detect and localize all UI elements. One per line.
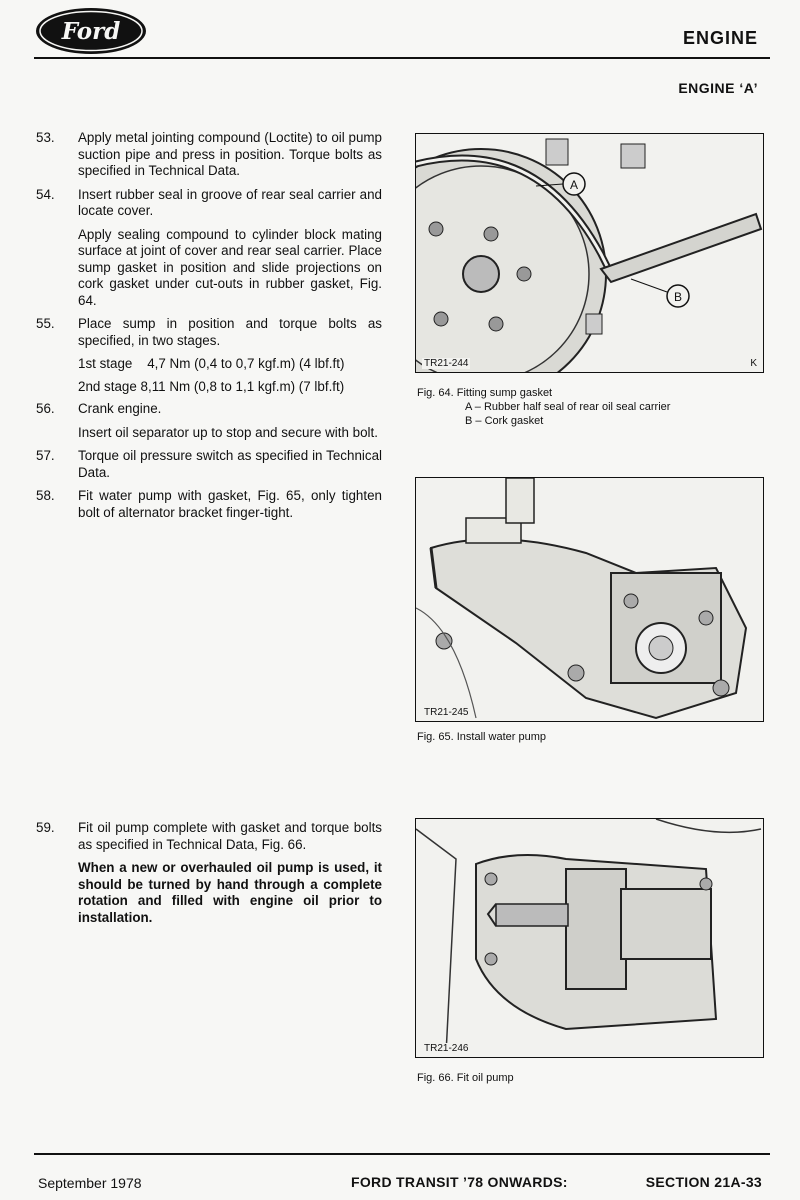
step-55 <box>36 316 382 349</box>
step-56-detail: Insert oil separator up to stop and secure with bolt. <box>78 424 378 440</box>
step-53 <box>36 130 382 180</box>
step-59 <box>36 820 382 853</box>
torque-stage-1: 1st stage 4,7 Nm (0,4 to 0,7 kgf.m) (4 lbf.ft) <box>78 356 345 371</box>
step-text: Fit water pump with gasket, Fig. 65, only tighten bolt of alternator bracket finger-tight. <box>78 488 382 520</box>
sump-gasket-illustration <box>416 134 763 372</box>
figure-code: TR21-245 <box>424 707 469 718</box>
step-56 <box>36 401 382 418</box>
step-number: 57. <box>36 448 55 463</box>
callout-a: A <box>569 178 579 192</box>
step-number: 55. <box>36 316 55 331</box>
figure-corner-mark: K <box>750 358 757 369</box>
step-text: Fit oil pump complete with gasket and torque bolts as specified in Technical Data, Fig. 66. <box>78 820 382 852</box>
step-text: Place sump in position and torque bolts as specified, in two stages. <box>78 316 382 348</box>
step-number: 56. <box>36 401 55 416</box>
logo-text: Ford <box>61 18 121 45</box>
water-pump-illustration <box>416 478 763 721</box>
step-number: 58. <box>36 488 55 503</box>
callout-b: B <box>673 290 683 304</box>
footer-rule <box>34 1153 770 1155</box>
page-title: ENGINE <box>682 28 758 48</box>
caption-title: Fig. 64. Fitting sump gasket <box>417 387 553 399</box>
step-number: 54. <box>36 186 55 202</box>
step-text: Insert rubber seal in groove of rear seal carrier and locate cover. <box>78 186 382 218</box>
procedure-steps <box>36 130 382 528</box>
header-rule <box>34 57 770 59</box>
step-text: Crank engine. <box>78 401 162 416</box>
caption-line-b: B – Cork gasket <box>465 415 544 427</box>
step-number: 59. <box>36 820 55 835</box>
step-57 <box>36 448 382 481</box>
footer-section: SECTION 21A-33 <box>645 1174 762 1190</box>
ford-logo <box>34 6 148 56</box>
figure-64-sump-gasket <box>415 133 764 373</box>
figure-66-caption: Fig. 66. Fit oil pump <box>417 1072 514 1084</box>
step-number: 53. <box>36 130 55 145</box>
oil-pump-warning: When a new or overhauled oil pump is used, it should be turned by hand through a complete rotation and filled with engine oil prior to installation. <box>78 860 382 925</box>
figure-65-water-pump <box>415 477 764 722</box>
figure-66-oil-pump <box>415 818 764 1058</box>
torque-stage-2: 2nd stage 8,11 Nm (0,8 to 1,1 kgf.m) (7 lbf.ft) <box>78 378 345 394</box>
figure-code: TR21-244 <box>424 358 469 369</box>
step-58 <box>36 488 382 521</box>
oil-pump-illustration <box>416 819 763 1057</box>
figure-64-caption <box>417 386 670 428</box>
step-text: Apply metal jointing compound (Loctite) to oil pump suction pipe and press in position. Torque bolts as specified in Technical Data. <box>78 130 382 178</box>
section-subtitle: ENGINE ‘A’ <box>678 80 758 96</box>
figure-65-caption: Fig. 65. Install water pump <box>417 731 547 743</box>
procedure-steps-lower <box>36 820 382 926</box>
step-54 <box>36 187 382 220</box>
figure-code: TR21-246 <box>424 1043 469 1054</box>
step-text: Torque oil pressure switch as specified in Technical Data. <box>78 448 382 480</box>
step-54-detail: Apply sealing compound to cylinder block mating surface at joint of cover and rear seal carrier. Place sump gasket in position and slide projections on cork gasket under cut-outs in rubber gasket, Fig. 64. <box>78 226 382 308</box>
footer-date: September 1978 <box>38 1175 142 1191</box>
caption-line-a: A – Rubber half seal of rear oil seal carrier <box>465 401 671 413</box>
footer-title: FORD TRANSIT ’78 ONWARDS: <box>351 1174 568 1190</box>
